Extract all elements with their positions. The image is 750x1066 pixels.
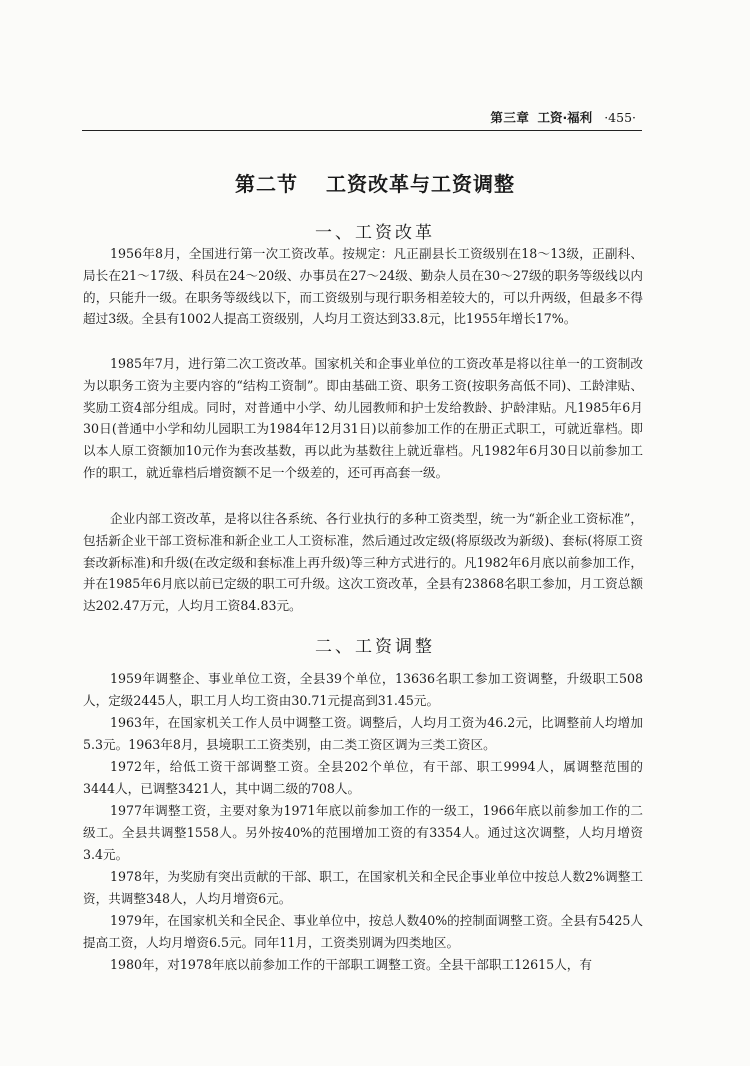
subsection-heading-wage-reform: 一、工资改革: [315, 223, 435, 243]
paragraph: 1956年8月，全国进行第一次工资改革。按规定：凡正副县长工资级别在18～13级，正副科、局长在21～17级、科员在24～20级、办事员在27～24级、勤杂人员在30～27级的职务等级线以内的，只能升一级。在职务等级线以下，而工资级别与现行职务相差较大的，可以升两级，但最多不得超过3级。全县有1002人提高工资级别，人均月工资达到33.8元，比1955年增长17%。: [83, 246, 643, 327]
running-head-text: [490, 108, 636, 126]
paragraph: 1977年调整工资，主要对象为1971年底以前参加工作的一级工，1966年底以前参加工作的二级工。全县共调整1558人。另外按40%的范围增加工资的有3354人。通过这次调整，人均月增资3.4元。: [83, 803, 643, 862]
paragraph: 企业内部工资改革，是将以往各系统、各行业执行的多种工资类型，统一为“新企业工资标准”，包括新企业干部工资标准和新企业工人工资标准，然后通过改定级(将原级改为新级)、套标(将原工资套改新标准)和升级(在改定级和套标准上再升级)等三种方式进行的。凡1982年6月底以前参加工作，并在1985年6月底以前已定级的职工可升级。这次工资改革，全县有23868名职工参加，月工资总额达202.47万元，人均月工资84.83元。: [83, 511, 643, 614]
section-title: [0, 168, 750, 197]
page-number: ·455·: [604, 110, 636, 125]
section-title-text: 工资改革与工资调整: [326, 172, 515, 196]
paragraph: 1980年，对1978年底以前参加工作的干部职工调整工资。全县干部职工12615人，有: [110, 957, 592, 972]
section-number: 第二节: [235, 172, 298, 196]
paragraph: 1979年，在国家机关和全民企、事业单位中，按总人数40%的控制面调整工资。全县有5425人提高工资，人均月增资6.5元。同年11月，工资类别调为四类地区。: [83, 913, 643, 950]
paragraph: 1963年，在国家机关工作人员中调整工资。调整后，人均月工资为46.2元，比调整前人均增加5.3元。1963年8月，县境职工工资类别，由二类工资区调为三类工资区。: [83, 715, 643, 752]
chapter-topic: 工资·福利: [537, 110, 593, 125]
paragraph: 1959年调整企、事业单位工资，全县39个单位，13636名职工参加工资调整，升级职工508人，定级2445人，职工月人均工资由30.71元提高到31.45元。: [83, 671, 643, 708]
chapter-label: 第三章: [490, 110, 530, 125]
paragraph: 1985年7月，进行第二次工资改革。国家机关和企事业单位的工资改革是将以往单一的工资制改为以职务工资为主要内容的“结构工资制”。即由基础工资、职务工资(按职务高低不同)、工龄津贴、奖励工资4部分组成。同时，对普通中小学、幼儿园教师和护士发给教龄、护龄津贴。凡1985年6月30日(普通中小学和幼儿园职工为1984年12月31日)以前参加工作的在册正式职工，可就近靠档。即以本人原工资额加10元作为套改基数，再以此为基数往上就近靠档。凡1982年6月30日以前参加工作的职工，就近靠档后增资额不足一个级差的，还可再高套一级。: [83, 356, 643, 480]
paragraph: 1978年，为奖励有突出贡献的干部、职工，在国家机关和全民企事业单位中按总人数2%调整工资，共调整348人，人均月增资6元。: [83, 869, 643, 906]
running-header: [82, 108, 642, 131]
paragraph: 1972年，给低工资干部调整工资。全县202个单位，有干部、职工9994人，属调整范围的3444人，已调整3421人，其中调二级的708人。: [83, 759, 643, 796]
subsection-heading-wage-adjustment: 二、工资调整: [315, 637, 435, 657]
